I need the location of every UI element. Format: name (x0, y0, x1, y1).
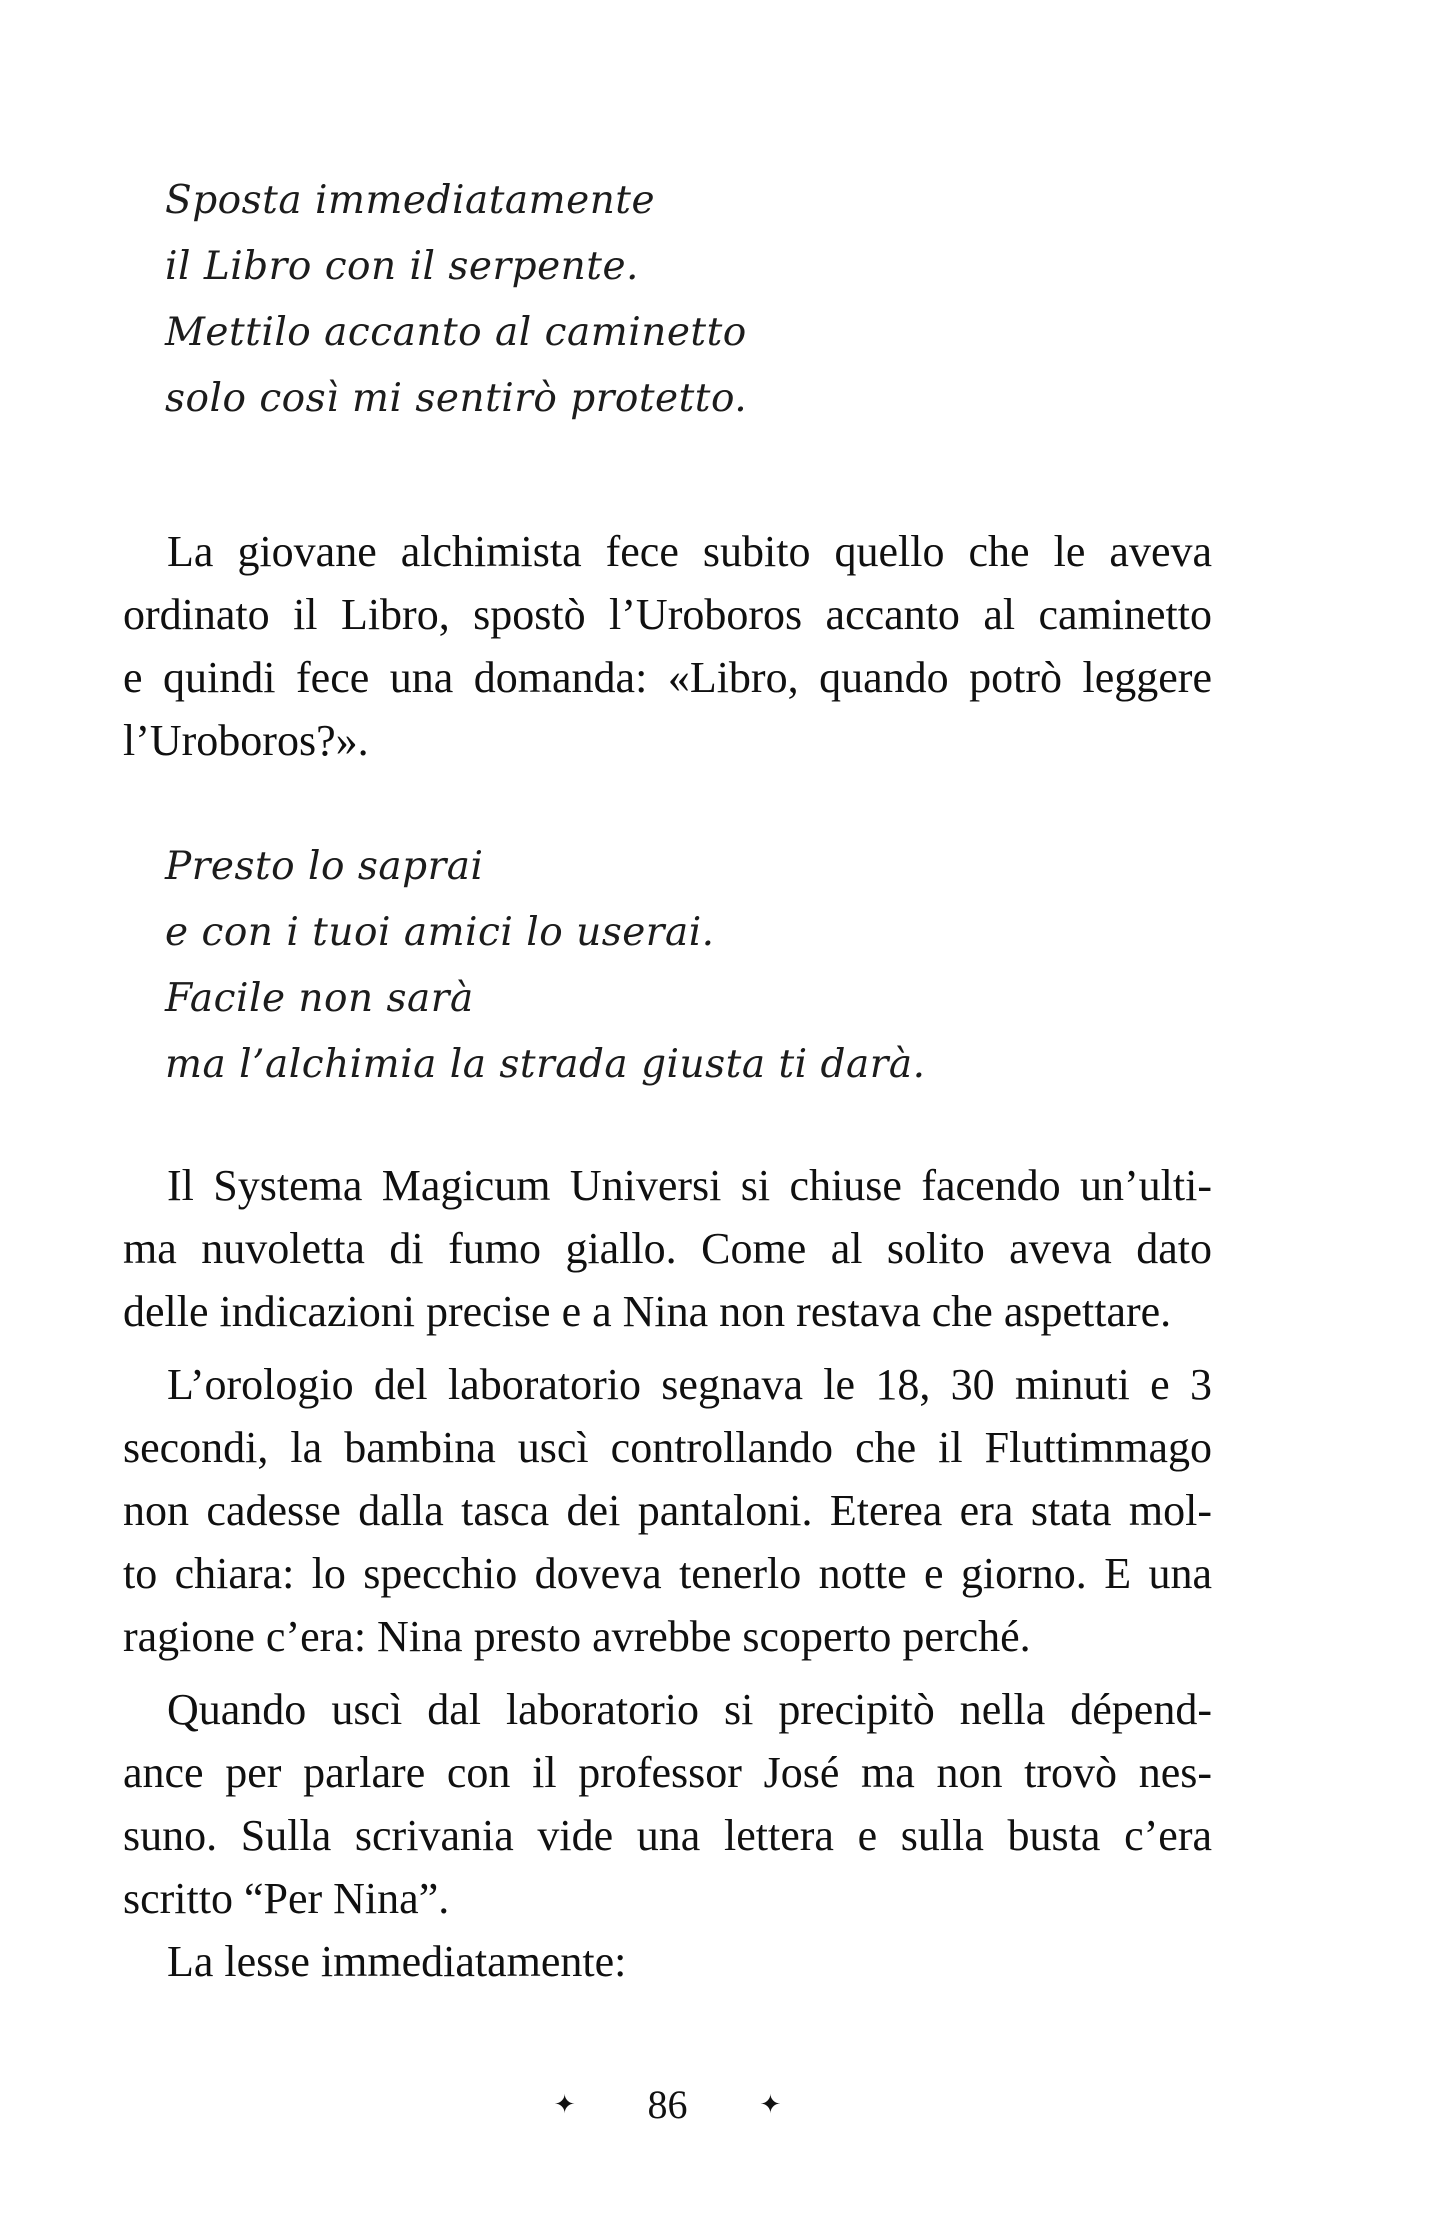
poem-line: il Libro con il serpente. (165, 244, 639, 289)
poem-block-2 (165, 834, 1212, 1098)
poem-line: e con i tuoi amici lo userai. (165, 910, 715, 955)
body-line: ordinato il Libro, spostò l’Uroboros accanto al caminetto (123, 590, 1212, 639)
poem-line: Presto lo saprai (165, 844, 484, 889)
body-line: La giovane alchimista fece subito quello che le aveva (167, 527, 1212, 576)
paragraph-5 (123, 1930, 1212, 1993)
paragraph-2 (123, 1154, 1212, 1343)
body-line: Il Systema Magicum Universi si chiuse facendo un’ulti- (167, 1161, 1212, 1210)
poem-line: Mettilo accanto al caminetto (165, 310, 747, 355)
four-pointed-star-icon: ✦ (553, 2090, 576, 2119)
body-line: Quando uscì dal laboratorio si precipitò nella dépend- (167, 1685, 1212, 1734)
body-line: La lesse immediatamente: (167, 1937, 627, 1986)
paragraph-4 (123, 1678, 1212, 1930)
body-line: ma nuvoletta di fumo giallo. Come al solito aveva dato (123, 1224, 1212, 1273)
body-line: to chiara: lo specchio doveva tenerlo notte e giorno. E una (123, 1549, 1212, 1598)
poem-line: Facile non sarà (165, 976, 474, 1021)
body-line: l’Uroboros?». (123, 716, 369, 765)
page-number: 86 (647, 2082, 688, 2127)
body-line: suno. Sulla scrivania vide una lettera e sulla busta c’era (123, 1811, 1212, 1860)
body-line: delle indicazioni precise e a Nina non restava che aspettare. (123, 1287, 1172, 1336)
body-line: scritto “Per Nina”. (123, 1874, 450, 1923)
poem-line: ma l’alchimia la strada giusta ti darà. (165, 1042, 926, 1087)
body-line: ragione c’era: Nina presto avrebbe scoperto perché. (123, 1612, 1031, 1661)
page-footer (123, 2082, 1212, 2127)
body-line: L’orologio del laboratorio segnava le 18, 30 minuti e 3 (167, 1360, 1212, 1409)
body-line: secondi, la bambina uscì controllando che il Fluttimmago (123, 1423, 1212, 1472)
paragraph-1 (123, 520, 1212, 772)
text-column (123, 168, 1212, 2125)
poem-line: solo così mi sentirò protetto. (165, 376, 748, 421)
poem-block-1 (165, 168, 1212, 432)
paragraph-3 (123, 1353, 1212, 1668)
body-line: ance per parlare con il professor José ma non trovò nes- (123, 1748, 1212, 1797)
body-line: non cadesse dalla tasca dei pantaloni. Eterea era stata mol- (123, 1486, 1212, 1535)
body-line: e quindi fece una domanda: «Libro, quando potrò leggere (123, 653, 1212, 702)
four-pointed-star-icon: ✦ (759, 2090, 782, 2119)
poem-line: Sposta immediatamente (165, 178, 656, 223)
